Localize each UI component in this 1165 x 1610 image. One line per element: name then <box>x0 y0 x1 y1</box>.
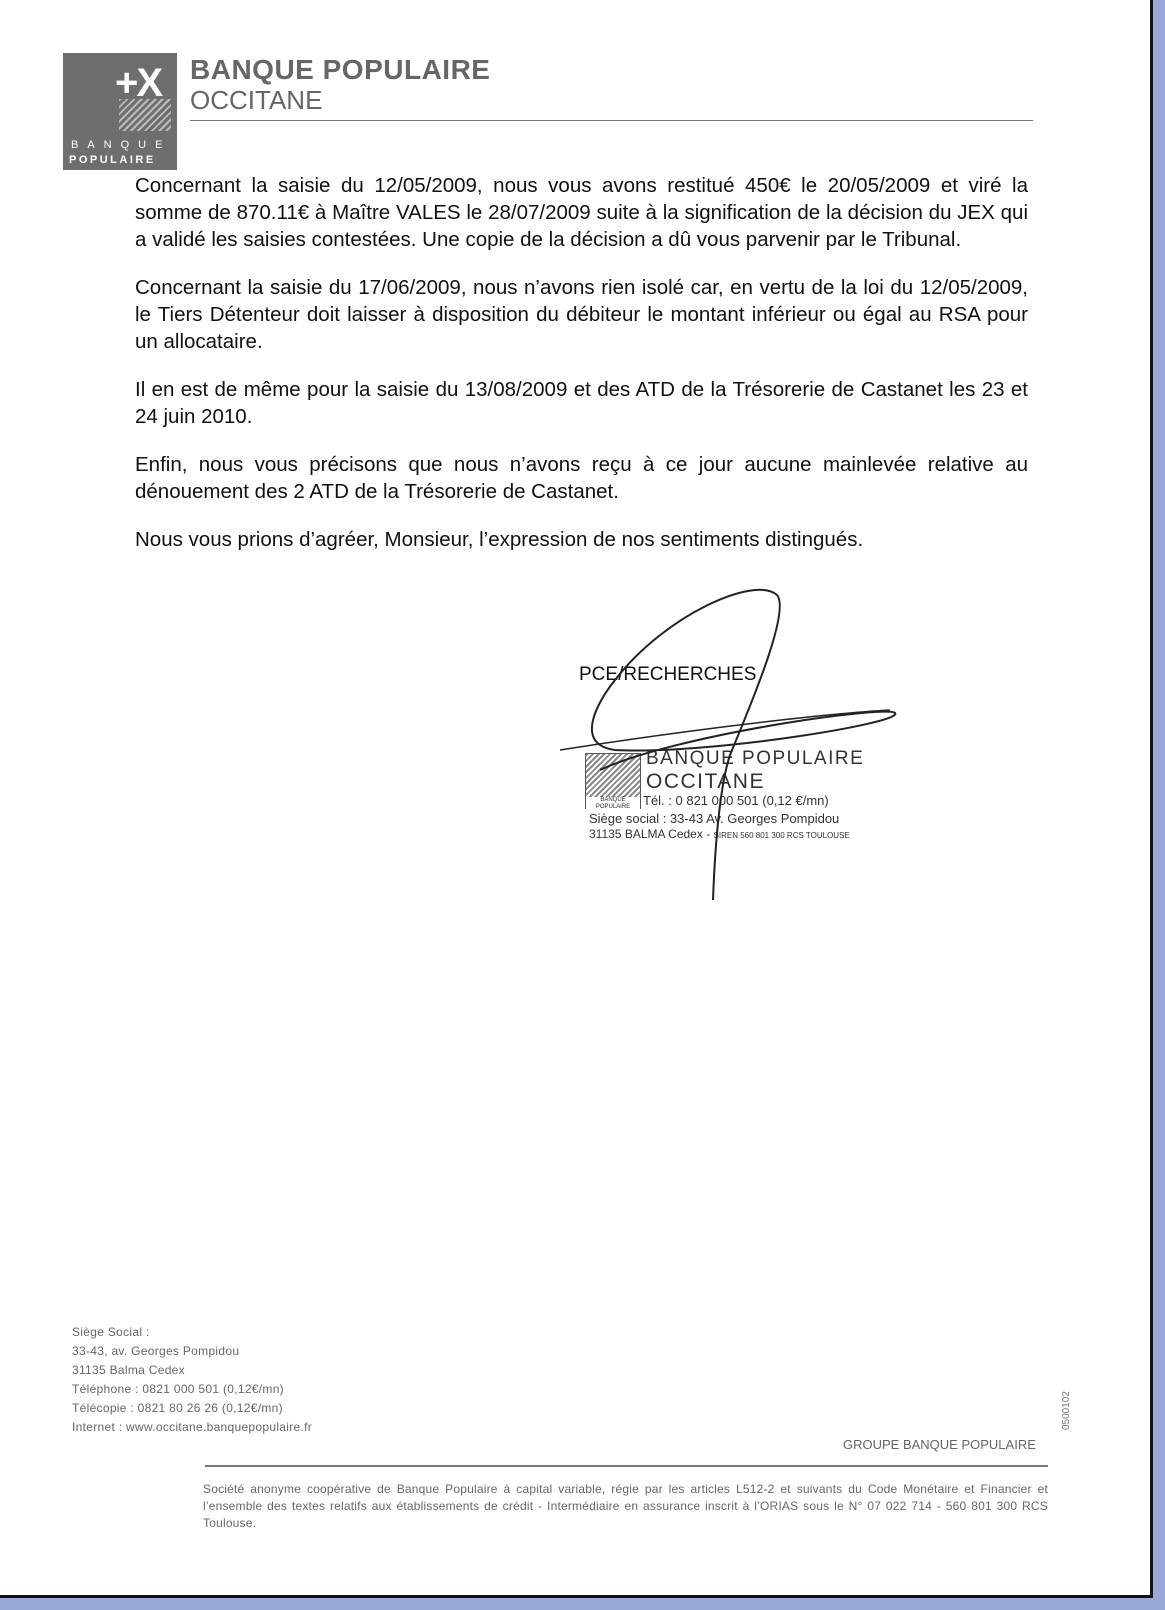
letter-body <box>135 172 1028 574</box>
address-line: Internet : www.occitane.banquepopulaire.fr <box>72 1420 313 1434</box>
bank-logo <box>63 53 177 170</box>
legal-notice: Société anonyme coopérative de Banque Populaire à capital variable, régie par les articles L512-2 et suivants du Code Monétaire et Financier et l’ensemble des textes relatifs aux établissements de crédit - Intermédiaire en assurance inscrit à l’ORIAS sous le N° 07 022 714 - 560 801 300 RCS Toulouse. <box>203 1482 1048 1530</box>
handwritten-signature <box>555 585 915 905</box>
address-line: 31135 Balma Cedex <box>72 1363 185 1377</box>
logo-line2: POPULAIRE <box>69 154 156 166</box>
address-line: Télécopie : 0821 80 26 26 (0,12€/mn) <box>72 1401 283 1415</box>
paragraph: Il en est de même pour la saisie du 13/08/2009 et des ATD de la Trésorerie de Castanet les 23 et 24 juin 2010. <box>135 378 1028 428</box>
stamp-address: Siège social : 33-43 Av. Georges Pompidou <box>589 811 840 826</box>
stamp-siren: SIREN 560 801 300 RCS TOULOUSE <box>713 831 850 840</box>
paragraph: Enfin, nous vous précisons que nous n’avons reçu à ce jour aucune mainlevée relative au dénouement des 2 ATD de la Trésorerie de Castanet. <box>135 453 1028 503</box>
group-name: GROUPE BANQUE POPULAIRE <box>843 1437 1036 1452</box>
stamp-phone: Tél. : 0 821 000 501 (0,12 €/mn) <box>643 793 829 808</box>
address-line: Siège Social : <box>72 1325 150 1339</box>
footer-address <box>72 1323 312 1437</box>
brand-name: BANQUE POPULAIRE <box>190 54 491 85</box>
address-line: Téléphone : 0821 000 501 (0,12€/mn) <box>72 1382 284 1396</box>
stamp-logo-text: BANQUE POPULAIRE <box>586 797 640 811</box>
footer-divider <box>205 1465 1048 1467</box>
logo-line1: BANQUE <box>71 139 172 151</box>
paragraph: Concernant la saisie du 17/06/2009, nous n’avons rien isolé car, en vertu de la loi du 12/05/2009, le Tiers Détenteur doit laisser à disposition du débiteur le montant inférieur ou égal au RSA pour un allocataire. <box>135 276 1028 353</box>
brand-region: OCCITANE <box>190 85 323 115</box>
department-label: PCE/RECHERCHES <box>579 664 757 685</box>
header-divider <box>190 120 1033 121</box>
paragraph: Concernant la saisie du 12/05/2009, nous vous avons restitué 450€ le 20/05/2009 et viré la somme de 870.11€ à Maître VALES le 28/07/2009 suite à la signification de la décision du JEX qui a validé les saisies contestées. Une copie de la décision a dû vous parvenir par le Tribunal. <box>135 174 1028 251</box>
form-code: 0500102 <box>1061 1391 1072 1430</box>
address-line: 33-43, av. Georges Pompidou <box>72 1344 240 1358</box>
paragraph: Nous vous prions d’agréer, Monsieur, l’expression de nos sentiments distingués. <box>135 528 864 551</box>
stamp-line2: OCCITANE <box>646 770 765 793</box>
logo-mark: +X <box>115 61 162 105</box>
stamp-line1: BANQUE POPULAIRE <box>646 748 865 769</box>
stamp-city-text: 31135 BALMA Cedex - <box>589 827 714 841</box>
